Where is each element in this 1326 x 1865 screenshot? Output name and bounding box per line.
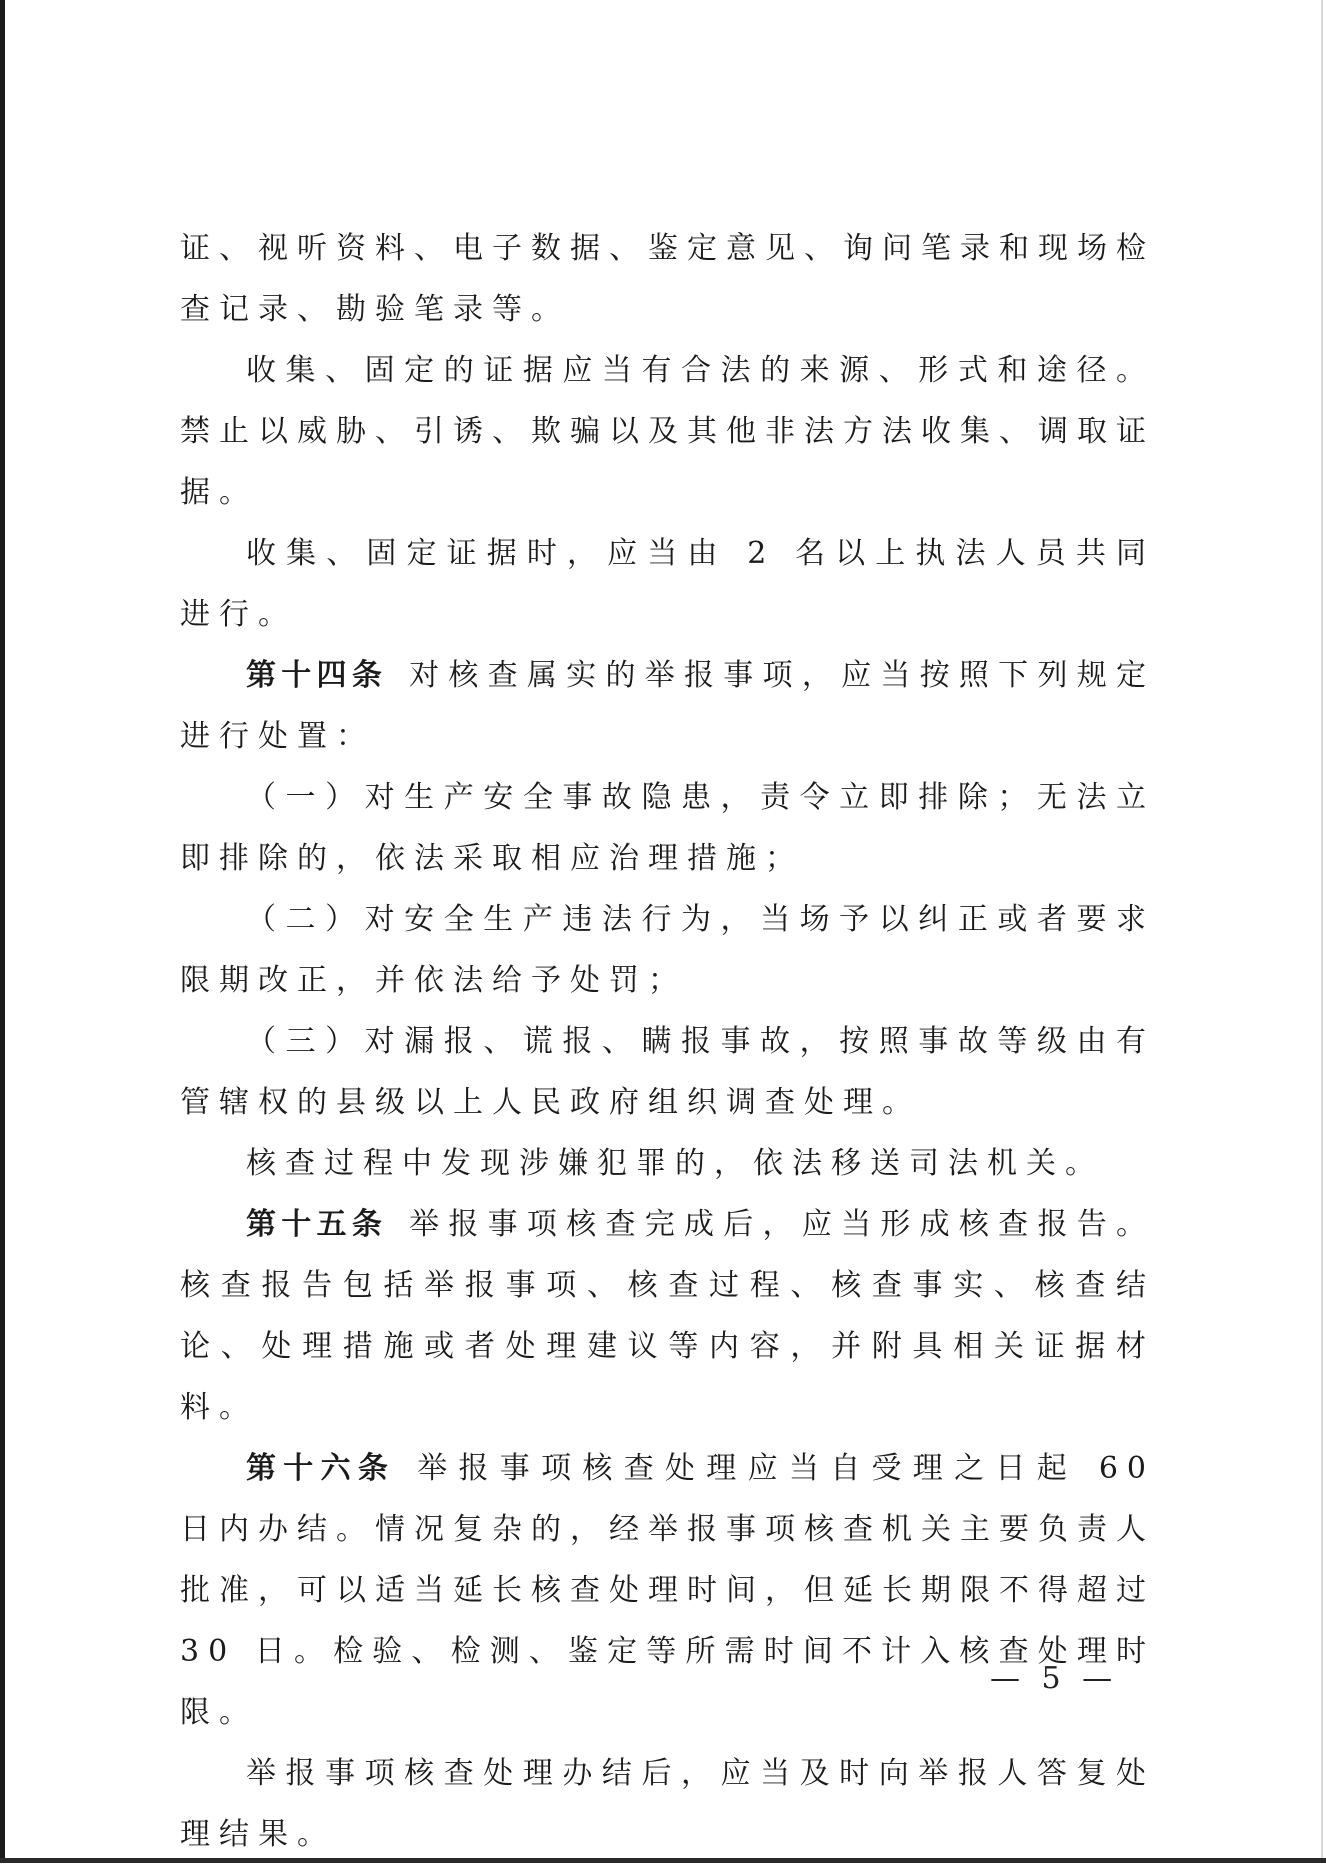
paragraph-text: 举报事项核查处理应当自受理之日起 60 日内办结。情况复杂的，经举报事项核查机关主要负责人批准，可以适当延长核查处理时间，但延长期限不得超过 30 日。检验、检测、鉴定等所需时间不计入核查处理时限。: [180, 1451, 1155, 1730]
article-number: 第十五条: [246, 1207, 388, 1242]
paragraph-evidence-personnel: [180, 523, 1155, 645]
article-number: 第十四条: [246, 658, 388, 693]
paragraph-reply-result: [180, 1743, 1155, 1865]
article-14-item-2: [180, 889, 1155, 1011]
paragraph-evidence-types: [180, 218, 1155, 340]
article-number: 第十六条: [246, 1451, 396, 1486]
paragraph-text: 核查过程中发现涉嫌犯罪的，依法移送司法机关。: [246, 1146, 1104, 1181]
scan-edge-left: [0, 0, 5, 1863]
paragraph-text: 收集、固定的证据应当有合法的来源、形式和途径。禁止以威胁、引诱、欺骗以及其他非法方法收集、调取证据。: [180, 353, 1155, 510]
paragraph-crime-transfer: [180, 1133, 1155, 1194]
paragraph-text: 举报事项核查处理办结后，应当及时向举报人答复处理结果。: [180, 1756, 1155, 1852]
paragraph-text: 举报事项核查完成后，应当形成核查报告。核查报告包括举报事项、核查过程、核查事实、核查结论、处理措施或者处理建议等内容，并附具相关证据材料。: [180, 1207, 1156, 1425]
article-14: [180, 645, 1155, 767]
paragraph-evidence-legality: [180, 340, 1155, 523]
article-14-item-3: [180, 1011, 1155, 1133]
document-body: [180, 218, 1155, 1865]
paragraph-text: 对核查属实的举报事项，应当按照下列规定进行处置：: [180, 658, 1156, 754]
paragraph-text: 证、视听资料、电子数据、鉴定意见、询问笔录和现场检查记录、勘验笔录等。: [180, 231, 1155, 327]
paragraph-text: （二）对安全生产违法行为，当场予以纠正或者要求限期改正，并依法给予处罚；: [180, 902, 1155, 998]
paragraph-text: （一）对生产安全事故隐患，责令立即排除；无法立即排除的，依法采取相应治理措施；: [180, 780, 1155, 876]
article-14-item-1: [180, 767, 1155, 889]
page-number: — 5 —: [990, 1661, 1119, 1696]
paragraph-text: （三）对漏报、谎报、瞒报事故，按照事故等级由有管辖权的县级以上人民政府组织调查处理。: [180, 1024, 1155, 1120]
scan-edge-right: [1321, 0, 1323, 1863]
article-15: [180, 1194, 1155, 1438]
paragraph-text: 收集、固定证据时，应当由 2 名以上执法人员共同进行。: [180, 536, 1155, 632]
